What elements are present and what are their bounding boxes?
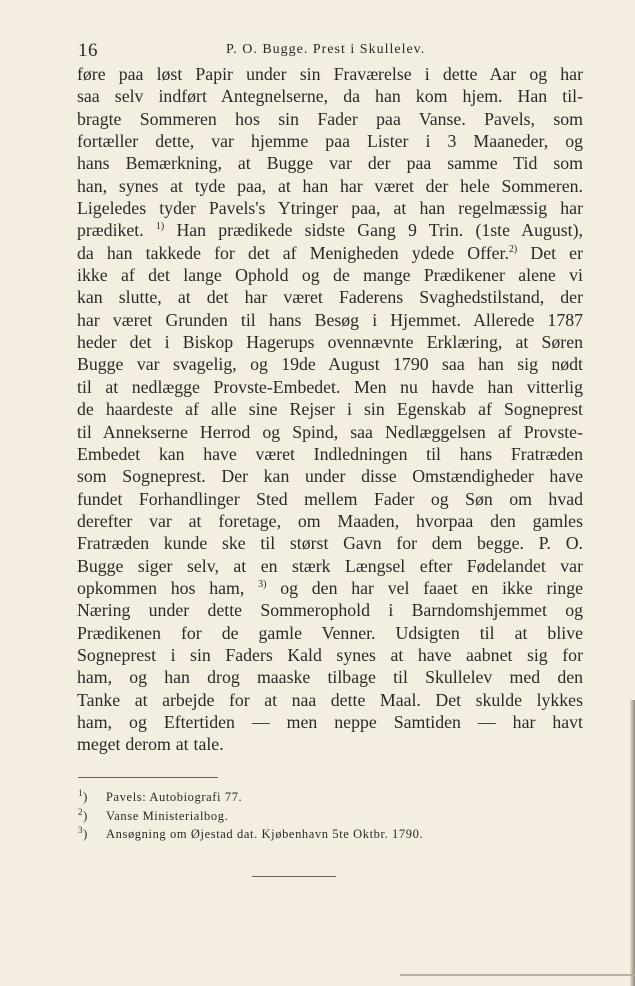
text-line: føre paa løst Papir under sin Fraværelse i dette Aar og har [77,64,583,84]
text-line: Bugge var svagelig, og 19de August 1790 saa han sig nødt [77,354,583,375]
text-line: de haardeste af alle sine Rejser i sin Egenskab af Sogneprest [77,399,583,420]
text-line [77,219,583,241]
footnote-1: $^1$) Pavels: Autobiografi 77. [78,788,243,804]
footnote-ref-3: 3) [258,578,267,590]
footnote-3: $^3$) Ansøgning om Øjestad dat. Kjøbenhavn 5te Oktbr. 1790. [78,825,424,841]
text-segment: og den har vel faaet en ikke ringe [280,577,583,598]
text-segment: opkommen hos ham, [77,577,245,598]
text-segment: da han takkede for det af Menigheden ydede Offer. [77,242,509,263]
text-line: Prædikenen for de gamle Venner. Udsigten til at blive [77,622,583,643]
text-line: saa selv indført Antegnelserne, da han kom hjem. Han til- [77,86,583,107]
text-line: Bugge siger selv, at en stærk Længsel efter Fødelandet var [77,555,583,576]
text-line: Fratræden kunde ske til størst Gavn for dem begge. P. O. [77,533,583,554]
text-line: Tanke at arbejde for at naa dette Maal. Det skulde lykkes [77,689,583,710]
text-line: fundet Forhandlinger Sted mellem Fader og Søn om hvad [77,488,583,509]
footnote-text: Pavels: Autobiografi 77. [106,790,243,804]
page-edge-line [400,974,635,976]
page-header [78,40,583,62]
text-line: ham, og Eftertiden — men neppe Samtiden — har havt [77,711,583,732]
page-number: 16 [78,40,98,61]
text-segment: Han prædikede sidste Gang 9 Trin. (1ste August), [176,220,583,241]
text-line: kan slutte, at det har været Faderens Svaghedstilstand, der [77,287,583,308]
text-line: heder det i Biskop Hagerups ovennævnte Erklæring, at Søren [77,332,583,353]
text-line: bragte Sommeren hos sin Fader paa Vanse. Pavels, som [77,108,583,129]
text-line: til at nedlægge Provste-Embedet. Men nu havde han vitterlig [77,376,583,397]
text-line: derefter var at foretage, om Maaden, hvorpaa den gamles [77,510,583,531]
text-line: Embedet kan have været Indledningen til hans Fratræden [77,443,583,464]
text-segment: prædiket. [77,220,144,241]
footnote-divider [78,777,218,778]
text-line: til Annekserne Herrod og Spind, saa Nedlæggelsen af Provste- [77,421,583,442]
text-line: har været Grunden til hans Besøg i Hjemmet. Allerede 1787 [77,309,583,330]
footnote-2: $^2$) Vanse Ministerialbog. [78,806,229,823]
text-line: Sogneprest i sin Faders Kald synes at have aabnet sig for [77,644,583,665]
footnotes [78,788,558,844]
body-text [77,63,583,756]
footnote-text: Vanse Ministerialbog. [106,808,229,823]
footnote-ref-1: 1) [155,221,165,233]
text-line: meget derom at tale. [77,734,224,755]
text-line [77,577,583,599]
text-line: han, synes at tyde paa, at han har været der hele Sommeren. [77,175,583,196]
text-segment: Det er [530,242,583,263]
text-line: hans Bemærkning, at Bugge var der paa samme Tid som [77,153,583,174]
footnote-ref-2: 2) [508,243,518,255]
end-divider [252,876,336,877]
footnote-text: Ansøgning om Øjestad dat. Kjøbenhavn 5te Oktbr. 1790. [106,827,424,841]
page-edge-shadow [630,700,635,986]
text-line: Ligeledes tyder Pavels's Ytringer paa, at han regelmæssig har [77,198,583,219]
text-line: ham, og han drog maaske tilbage til Skullelev med den [77,667,583,688]
text-line: Næring under dette Sommerophold i Barndomshjemmet og [77,600,583,621]
text-line: fortæller dette, var hjemme paa Lister i 3 Maaneder, og [77,131,583,152]
running-head: P. O. Bugge. Prest i Skullelev. [226,42,426,57]
text-line: ikke af det lange Ophold og de mange Prædikener alene vi [77,265,583,286]
text-line [77,242,583,264]
text-line: som Sogneprest. Der kan under disse Omstændigheder have [77,466,583,487]
